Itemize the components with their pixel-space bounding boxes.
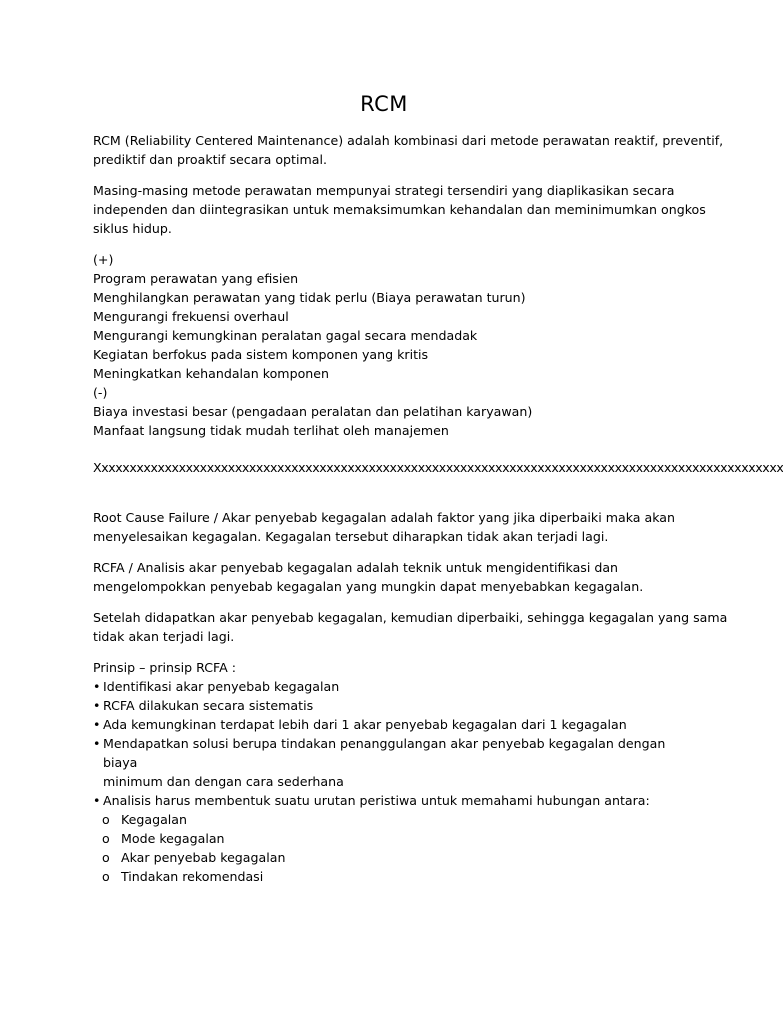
list-item-text: Ada kemungkinan terdapat lebih dari 1 akar penyebab kegagalan dari 1 kegagalan — [103, 717, 627, 732]
plus-item: Program perawatan yang efisien — [93, 271, 299, 286]
plus-item: Meningkatkan kehandalan komponen — [93, 366, 329, 381]
bullet-icon: • — [93, 736, 101, 751]
principles-heading: Prinsip – prinsip RCFA : — [93, 660, 236, 675]
root-cause-line: Root Cause Failure / Akar penyebab kegagalan adalah faktor yang jika diperbaiki maka akan — [93, 510, 675, 525]
plus-marker: (+) — [93, 252, 114, 267]
strategy-line: siklus hidup. — [93, 221, 172, 236]
strategy-paragraph — [93, 181, 706, 238]
bullet-icon: • — [93, 717, 101, 732]
intro-paragraph — [93, 131, 724, 169]
plus-item: Kegiatan berfokus pada sistem komponen yang kritis — [93, 347, 429, 362]
sub-list-item-text: Akar penyebab kegagalan — [121, 850, 286, 865]
sub-list-item — [93, 829, 693, 848]
sub-list-item-text: Tindakan rekomendasi — [121, 869, 264, 884]
relationship-sublist — [93, 810, 693, 886]
list-item — [93, 677, 693, 696]
rcfa-line: mengelompokkan penyebab kegagalan yang mungkin dapat menyebabkan kegagalan. — [93, 579, 644, 594]
rcfa-paragraph — [93, 558, 693, 596]
plus-item: Mengurangi kemungkinan peralatan gagal secara mendadak — [93, 328, 478, 343]
principles-list — [93, 677, 693, 810]
sub-list-item — [93, 848, 693, 867]
list-item — [93, 734, 693, 791]
rcfa-line: RCFA / Analisis akar penyebab kegagalan adalah teknik untuk mengidentifikasi dan — [93, 560, 619, 575]
minus-marker: (-) — [93, 385, 108, 400]
plus-item: Mengurangi frekuensi overhaul — [93, 309, 289, 324]
sub-list-item-text: Mode kegagalan — [121, 831, 225, 846]
document-body — [93, 131, 783, 886]
list-item-text: Analisis harus membentuk suatu urutan peristiwa untuk memahami hubungan antara: — [103, 793, 650, 808]
page-title: RCM — [360, 92, 408, 116]
list-item-text: RCFA dilakukan secara sistematis — [103, 698, 314, 713]
list-item-text: Mendapatkan solusi berupa tindakan penanggulangan akar penyebab kegagalan dengan biaya — [103, 736, 666, 770]
list-item-text: minimum dan dengan cara sederhana — [103, 774, 344, 789]
sub-list-item — [93, 810, 693, 829]
after-fix-line: Setelah didapatkan akar penyebab kegagalan, kemudian diperbaiki, sehingga kegagalan yang sama — [93, 610, 728, 625]
minus-item: Manfaat langsung tidak mudah terlihat oleh manajemen — [93, 423, 449, 438]
root-cause-paragraph — [93, 508, 693, 546]
principles-section — [93, 658, 693, 886]
intro-line: prediktif dan proaktif secara optimal. — [93, 152, 327, 167]
circle-bullet-icon: o — [102, 869, 110, 884]
bullet-icon: • — [93, 698, 101, 713]
after-fix-paragraph — [93, 608, 728, 646]
strategy-line: Masing-masing metode perawatan mempunyai strategi tersendiri yang diaplikasikan secara — [93, 183, 675, 198]
list-item — [93, 715, 693, 734]
sub-list-item — [93, 867, 693, 886]
root-cause-line: menyelesaikan kegagalan. Kegagalan tersebut diharapkan tidak akan terjadi lagi. — [93, 529, 609, 544]
pros-cons-list — [93, 250, 693, 440]
separator-line: Xxxxxxxxxxxxxxxxxxxxxxxxxxxxxxxxxxxxxxxxxxxxxxxxxxxxxxxxxxxxxxxxxxxxxxxxxxxxxxxxxxxxxxxxxxxxxxxxxx — [93, 460, 783, 475]
circle-bullet-icon: o — [102, 812, 110, 827]
intro-line: RCM (Reliability Centered Maintenance) adalah kombinasi dari metode perawatan reaktif, preventif, — [93, 133, 724, 148]
list-item — [93, 791, 693, 810]
sub-list-item-text: Kegagalan — [121, 812, 188, 827]
after-fix-line: tidak akan terjadi lagi. — [93, 629, 235, 644]
strategy-line: independen dan diintegrasikan untuk memaksimumkan kehandalan dan meminimumkan ongkos — [93, 202, 706, 217]
minus-item: Biaya investasi besar (pengadaan peralatan dan pelatihan karyawan) — [93, 404, 533, 419]
bullet-icon: • — [93, 793, 101, 808]
bullet-icon: • — [93, 679, 101, 694]
plus-item: Menghilangkan perawatan yang tidak perlu (Biaya perawatan turun) — [93, 290, 526, 305]
circle-bullet-icon: o — [102, 850, 110, 865]
list-item-text: Identifikasi akar penyebab kegagalan — [103, 679, 340, 694]
list-item — [93, 696, 693, 715]
circle-bullet-icon: o — [102, 831, 110, 846]
